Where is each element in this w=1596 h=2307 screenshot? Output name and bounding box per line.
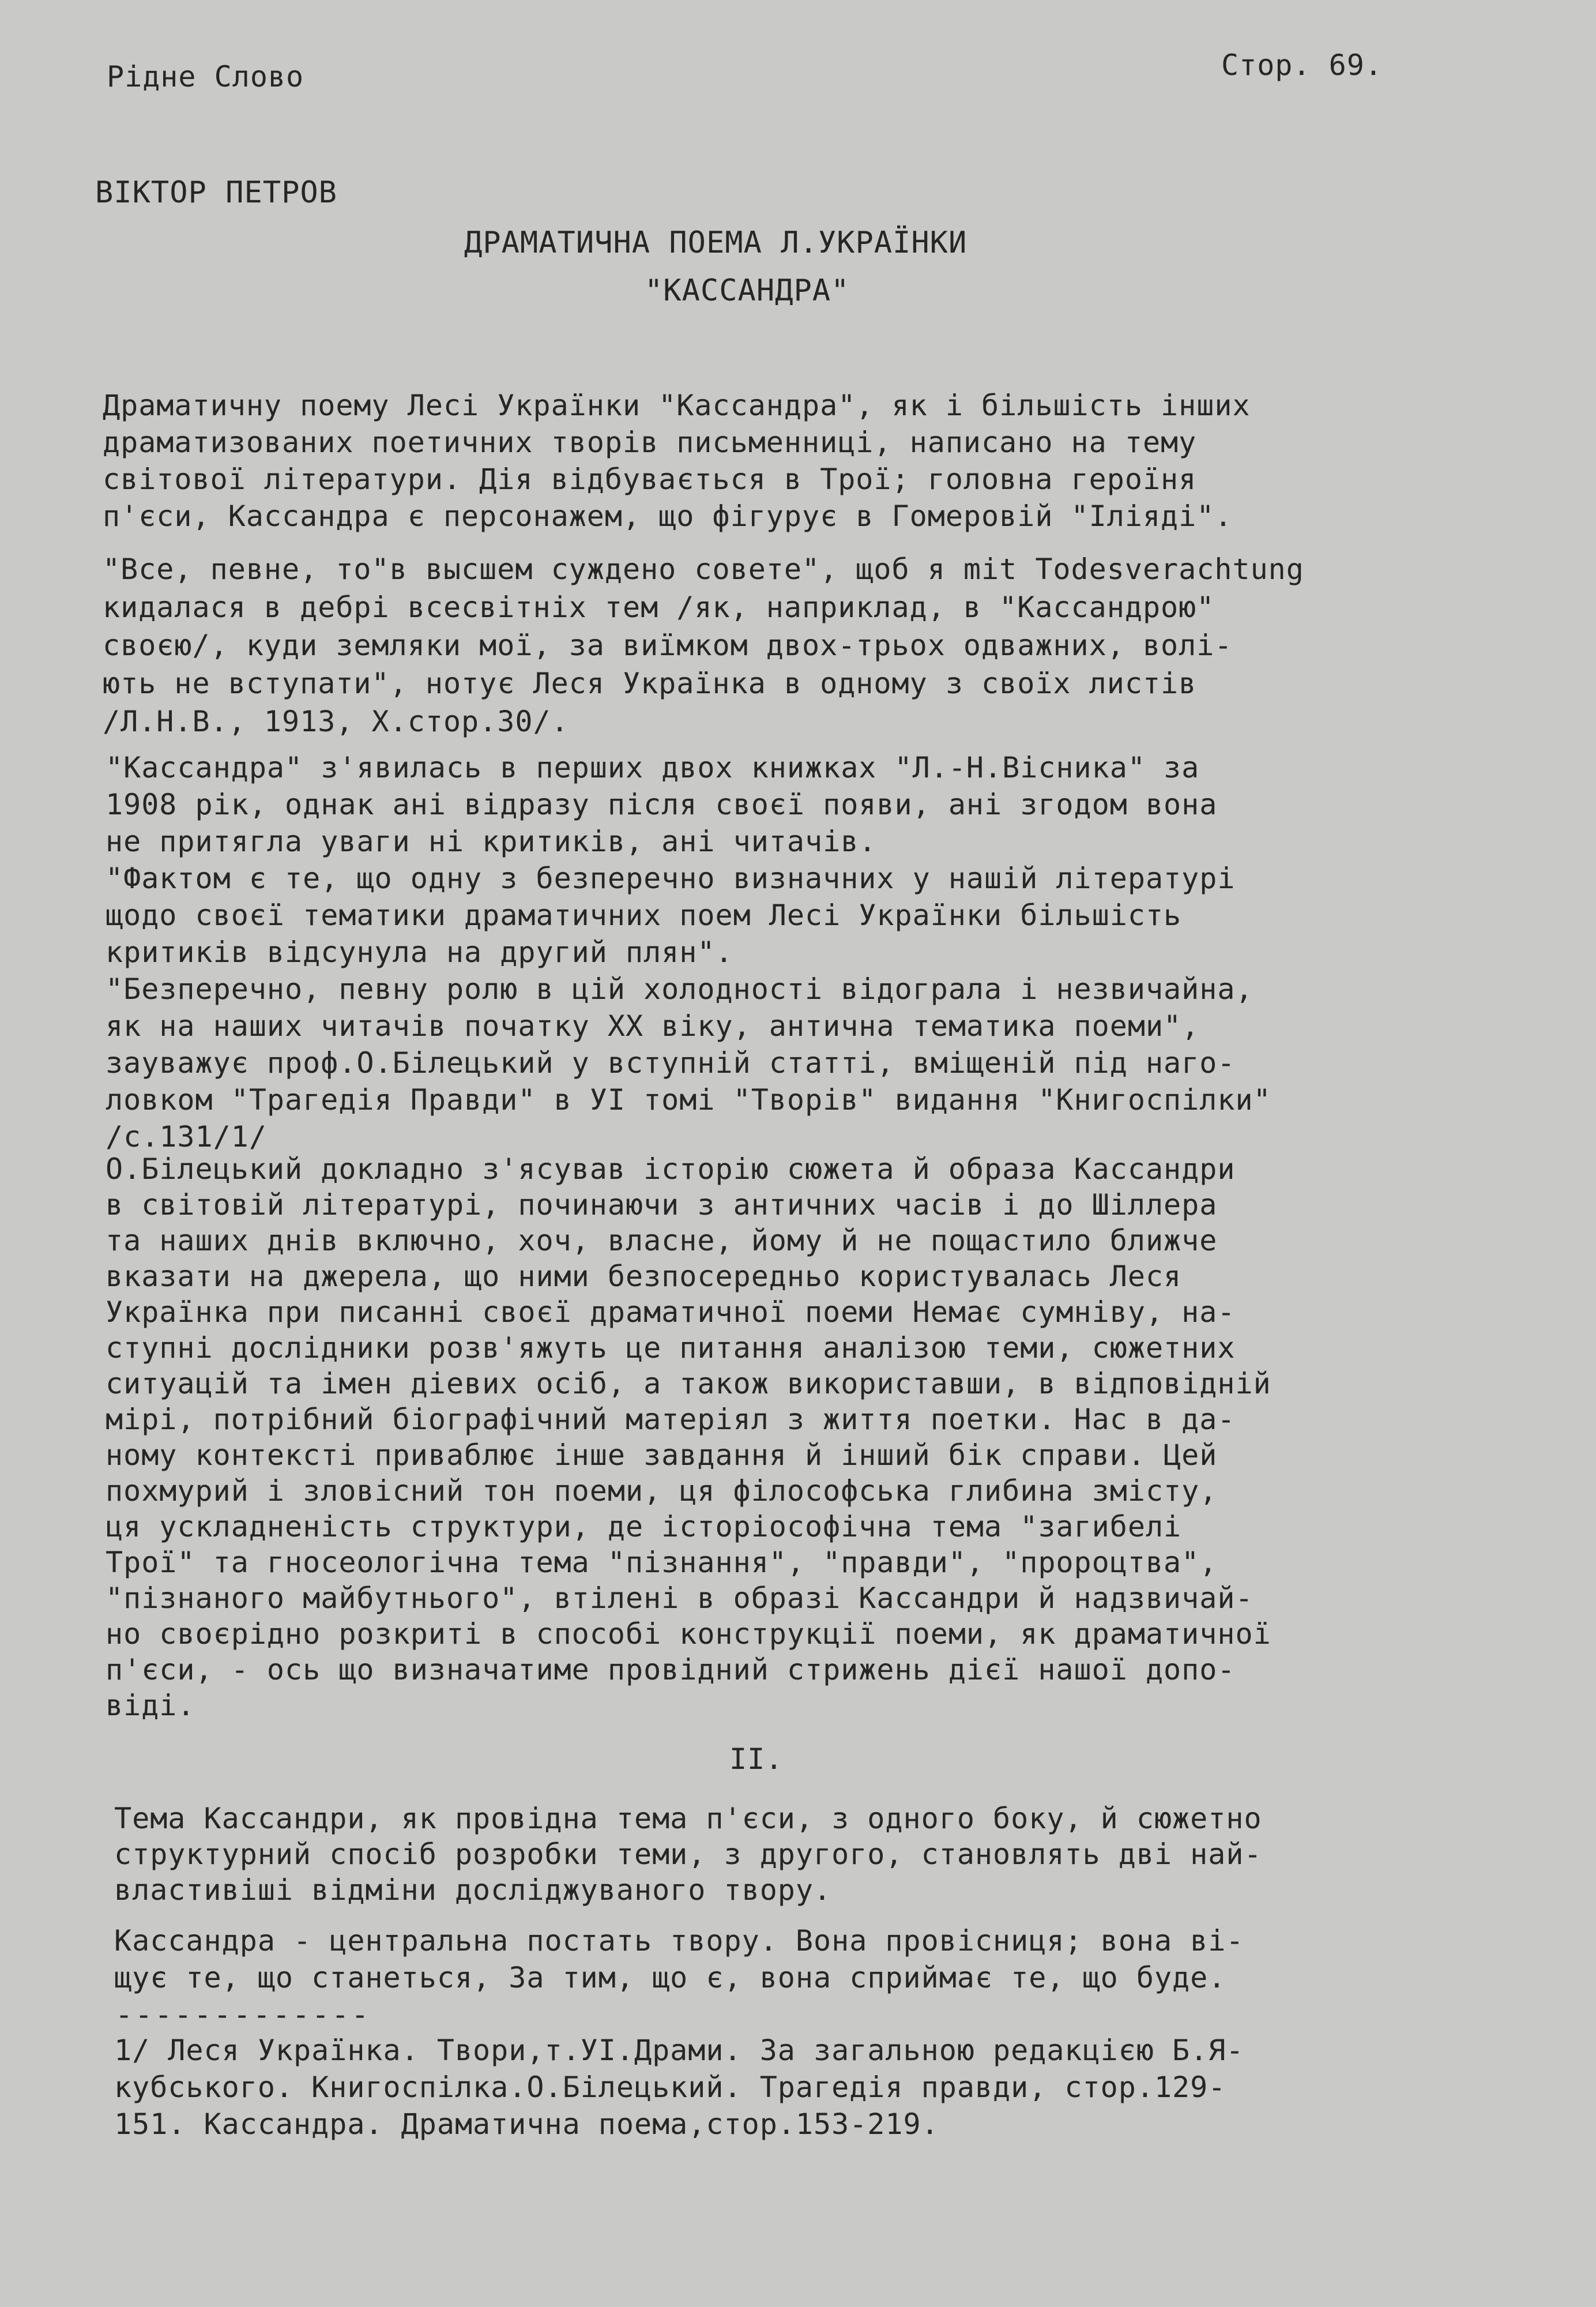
footnote-line: 151. Кассандра. Драматична поема,стор.153-219. [114, 2107, 939, 2141]
text-line: "Все, певне, то"в высшем суждено совете", щоб я mit Todesverachtung [103, 553, 1304, 586]
text-line: кидалася в дебрі всесвітніх тем /як, наприклад, в "Кассандрою" [103, 591, 1215, 624]
text-line: "Фактом є те, що одну з безперечно визначних у нашій літературі [106, 862, 1236, 895]
text-line: но своєрідно розкриті в способі конструкції поеми, як драматичної [106, 1617, 1271, 1651]
text-line: не притягла уваги ні критиків, ані читачів. [106, 825, 877, 858]
text-line: /с.131/1/ [106, 1120, 267, 1154]
text-line: ють не вступати", нотує Леся Українка в одному з своїх листів [103, 667, 1197, 700]
footnote-line: кубського. Книгоспілка.О.Білецький. Трагедія правди, стор.129- [114, 2071, 1226, 2104]
text-line: вказати на джерела, що ними безпосередньо користувалась Леся [106, 1260, 1182, 1293]
text-line: Трої" та гносеологічна тема "пізнання", "правди", "пророцтва", [106, 1546, 1218, 1579]
text-line: властивіші відміни досліджуваного твору. [114, 1873, 832, 1907]
text-line: "Кассандра" з'явилась в перших двох книжках "Л.-Н.Вісника" за [106, 751, 1200, 784]
article-subtitle: "КАССАНДРА" [645, 273, 850, 308]
text-line: щодо своєї тематики драматичних поем Лесі Українки більшість [106, 899, 1182, 932]
text-line: п'єси, Кассандра є персонажем, що фігурує в Гомеровій "Іліяді". [103, 499, 1233, 533]
text-line: мірі, потрібний біографічний матеріял з життя поетки. Нас в да- [106, 1403, 1236, 1436]
text-line: в світовій літературі, починаючи з античних часів і до Шіллера [106, 1188, 1218, 1222]
text-line: Драматичну поему Лесі Українки "Кассандра", як і більшість інших [103, 389, 1251, 422]
text-line: драматизованих поетичних творів письменниці, написано на тему [103, 426, 1197, 459]
text-line: Тема Кассандри, як провідна тема п'єси, з одного боку, й сюжетно [114, 1802, 1262, 1835]
author-name: ВІКТОР ПЕТРОВ [95, 175, 337, 210]
text-line: 1908 рік, однак ані відразу після своєї появи, ані згодом вона [106, 788, 1218, 821]
publication-name: Рідне Слово [107, 60, 304, 93]
text-line: як на наших читачів початку ХХ віку, антична тематика поеми", [106, 1009, 1200, 1043]
text-line: своєю/, куди земляки мої, за виїмком двох-трьох одважних, волі- [103, 629, 1233, 662]
text-line: зауважує проф.О.Білецький у вступній статті, вміщеній під наго- [106, 1046, 1236, 1080]
article-title: ДРАМАТИЧНА ПОЕМА Л.УКРАЇНКИ [464, 226, 968, 260]
text-line: критиків відсунула на другий плян". [106, 935, 733, 969]
text-line: О.Білецький докладно з'ясував історію сюжета й образа Кассандри [106, 1152, 1236, 1186]
text-line: та наших днів включно, хоч, власне, йому й не пощастило ближче [106, 1224, 1218, 1257]
text-line: "пізнаного майбутнього", втілені в образі Кассандри й надзвичай- [106, 1581, 1254, 1615]
text-line: віді. [106, 1689, 195, 1722]
text-line: Кассандра - центральна постать твору. Вона провісниця; вона ві- [114, 1924, 1244, 1957]
text-line: /Л.Н.В., 1913, Х.стор.30/. [103, 705, 569, 738]
text-line: похмурий і зловісний тон поеми, ця філософська глибина змісту, [106, 1474, 1218, 1508]
text-line: ця ускладненість структури, де історіософічна тема "загибелі [106, 1510, 1182, 1543]
text-line: щує те, що станеться, За тим, що є, вона сприймає те, що буде. [114, 1961, 1226, 1994]
text-line: ловком "Трагедія Правди" в УІ томі "Творів" видання "Книгоспілки" [106, 1083, 1271, 1117]
text-line: п'єси, - ось що визначатиме провідний стрижень дієї нашої допо- [106, 1653, 1236, 1686]
footnote-line: 1/ Леся Українка. Твори,т.УІ.Драми. За загальною редакцією Б.Я- [114, 2034, 1244, 2067]
section-number: II. [729, 1742, 784, 1776]
text-line: "Безперечно, певну ролю в цій холодності відограла і незвичайна, [106, 972, 1254, 1006]
page-number: Стор. 69. [1221, 48, 1383, 82]
text-line: ному контексті приваблює інше завдання й інший бік справи. Цей [106, 1438, 1218, 1472]
text-line: ступні дослідники розв'яжуть це питання аналізою теми, сюжетних [106, 1331, 1236, 1365]
text-line: ситуацій та імен діевих осіб, а також використавши, в відповідній [106, 1367, 1271, 1400]
text-line: Українка при писанні своєї драматичної поеми Немає сумніву, на- [106, 1295, 1236, 1329]
footnote-separator: ------------- [115, 1998, 371, 2031]
text-line: структурний спосіб розробки теми, з другого, становлять дві най- [114, 1838, 1262, 1871]
text-line: світової літератури. Дія відбувається в Трої; головна героїня [103, 463, 1197, 496]
